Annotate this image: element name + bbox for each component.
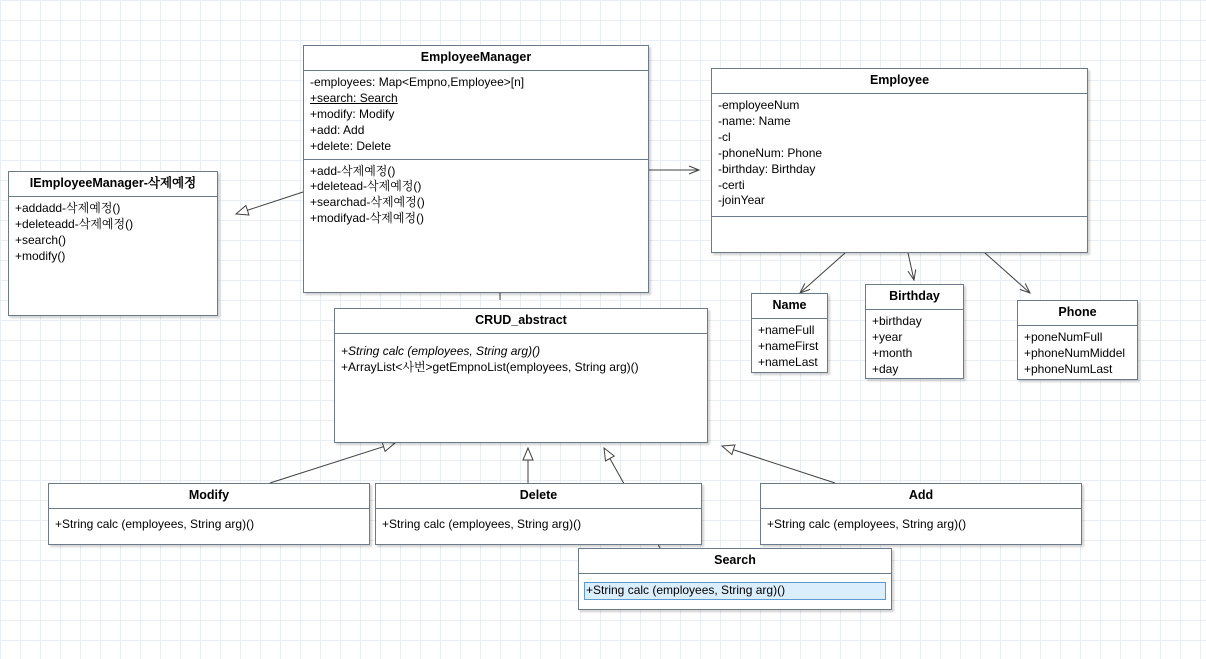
attribute-row: -employees: Map<Empno,Employee>[n] <box>310 74 525 89</box>
attribute-row: -certi <box>718 177 745 192</box>
attribute-row: +add: Add <box>310 122 365 137</box>
member-row: +addadd-삭제예정() <box>15 200 121 215</box>
attribute-row: +delete: Delete <box>310 138 392 153</box>
attribute-row: -cl <box>718 129 731 144</box>
operation-row: +add-삭제예정() <box>310 163 396 178</box>
member-row: +String calc (employees, String arg)() <box>55 516 255 531</box>
member-row: +ArrayList<사번>getEmpnoList(employees, String arg)() <box>341 359 639 374</box>
attribute-row: -birthday: Birthday <box>718 161 816 176</box>
edge-employee-to-phone <box>985 253 1030 293</box>
class-attributes <box>304 71 648 160</box>
class-members <box>579 574 891 604</box>
attribute-row: +search: Search <box>310 90 398 105</box>
class-title: Birthday <box>866 285 963 310</box>
member-row: +String calc (employees, String arg)() <box>341 343 541 358</box>
class-title: CRUD_abstract <box>335 309 707 334</box>
class-members <box>9 197 217 269</box>
class-birthday[interactable] <box>865 284 964 379</box>
edge-employeemanager-to-iemployeemanager <box>236 192 303 214</box>
member-row: +year <box>872 329 903 344</box>
member-row: +String calc (employees, String arg)() <box>382 516 582 531</box>
member-row: +day <box>872 361 899 376</box>
member-row: +month <box>872 345 913 360</box>
class-modify[interactable] <box>48 483 370 545</box>
member-row: +modify() <box>15 248 66 263</box>
edge-add-to-crud <box>722 446 835 483</box>
member-row: +search() <box>15 232 67 247</box>
member-row: +deleteadd-삭제예정() <box>15 216 134 231</box>
class-members <box>49 509 369 537</box>
class-title: Name <box>752 294 827 319</box>
class-operations <box>712 217 1087 239</box>
class-delete[interactable] <box>375 483 702 545</box>
operation-row: +searchad-삭제예정() <box>310 195 425 210</box>
class-add[interactable] <box>760 483 1082 545</box>
class-title: IEmployeeManager-삭제예정 <box>9 172 217 197</box>
edge-employee-to-name <box>800 253 845 293</box>
operation-row: +modifyad-삭제예정() <box>310 211 425 226</box>
edge-modify-to-crud <box>270 443 395 483</box>
class-members <box>335 334 707 380</box>
class-employee[interactable] <box>711 68 1088 253</box>
member-row: +phoneNumMiddel <box>1024 345 1126 360</box>
member-row: +nameLast <box>758 354 818 369</box>
attribute-row: -phoneNum: Phone <box>718 145 823 160</box>
member-row: +String calc (employees, String arg)() <box>767 516 967 531</box>
attribute-row: -name: Name <box>718 113 791 128</box>
class-title: EmployeeManager <box>304 46 648 71</box>
attribute-row: +modify: Modify <box>310 106 395 121</box>
class-employeemanager[interactable] <box>303 45 649 293</box>
class-title: Search <box>579 549 891 574</box>
operation-row: +deletead-삭제예정() <box>310 179 422 194</box>
member-row: +phoneNumLast <box>1024 361 1113 376</box>
class-members <box>376 509 701 537</box>
member-row-selected[interactable]: +String calc (employees, String arg)() <box>584 582 886 600</box>
class-phone[interactable] <box>1017 300 1138 380</box>
member-row: +birthday <box>872 313 922 328</box>
class-title: Employee <box>712 69 1087 94</box>
class-title: Delete <box>376 484 701 509</box>
class-members <box>761 509 1081 537</box>
member-row: +nameFirst <box>758 338 819 353</box>
class-members <box>1018 326 1137 382</box>
class-iemployeemanager[interactable] <box>8 171 218 316</box>
member-row: +nameFull <box>758 322 815 337</box>
class-crud-abstract[interactable] <box>334 308 708 443</box>
member-row: +poneNumFull <box>1024 329 1103 344</box>
class-operations <box>304 160 648 232</box>
class-title: Add <box>761 484 1081 509</box>
class-members <box>752 319 827 375</box>
class-search[interactable] <box>578 548 892 610</box>
class-name[interactable] <box>751 293 828 373</box>
attribute-row: -joinYear <box>718 193 765 208</box>
attribute-row: -employeeNum <box>718 97 800 112</box>
class-members <box>866 310 963 382</box>
class-attributes <box>712 94 1087 217</box>
class-title: Phone <box>1018 301 1137 326</box>
class-title: Modify <box>49 484 369 509</box>
edge-employee-to-birthday <box>908 253 914 280</box>
